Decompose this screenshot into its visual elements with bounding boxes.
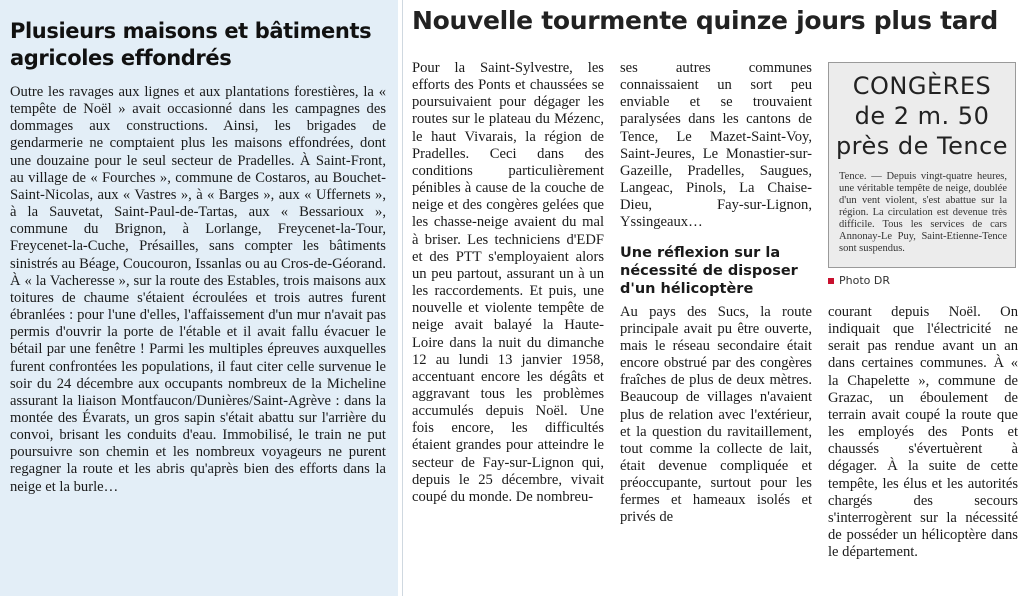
right-article-column-3 <box>828 304 1018 561</box>
clipping-photo <box>828 62 1016 268</box>
column-3-text: courant depuis Noël. On indiquait que l'électricité ne serait pas rendue avant un an dans certaines communes. À « la Chapelette », commune de Grazac, un éboulement de terrain avait coupé la route que les employés des Ponts et chaussés s'évertuèrent à dégager. À la suite de cette tempête, les élus et les autorités chargés des secours s'interrogèrent sur la nécessité de posséder un hélicoptère dans le département. <box>828 304 1018 561</box>
clipping-headline-line-1: CONGÈRES <box>852 72 992 100</box>
clipping-headline-line-2: de 2 m. 50 <box>854 102 990 130</box>
caption-bullet-icon <box>828 278 834 284</box>
left-article <box>0 0 398 596</box>
right-article-column-2 <box>620 60 812 527</box>
clipping-headline <box>829 71 1015 161</box>
photo-caption <box>828 274 890 287</box>
left-article-body: Outre les ravages aux lignes et aux plantations forestières, la « tempête de Noël » avait occasionné dans les campagnes des dommages aux constructions. Ainsi, les brigades de gendarmerie ne comptaient plus les maisons effondrées, dont une douzaine pour le seul secteur de Pradelles. À Saint-Front, au village de « Fourches », commune de Costaros, au Bouchet-Saint-Nicolas, aux « Vastres », à « Barges », aux « Uffernets », à la Sauvetat, Saint-Paul-de-Tartas, aux « Bessarioux », commune du Brignon, à Lorlange, Freycenet-la-Tour, Freycenet-la-Cuche, Présailles, sans compter les bâtiments sinistrés au Béage, Coucouron, Issanlas ou au Cros-de-Géorand. À « la Vacheresse », sur la route des Estables, trois maisons aux toitures de chaume s'étaient écroulées et trois autres furent ébranlées : pour l'une d'elles, l'affaissement d'un mur n'avait pas permis d'ouvrir la porte de l'étable et il avait fallu évacuer le bétail par une fenêtre ! Parmi les multiples épreuves auxquelles furent confrontées les populations, il faut citer celle survenue le soir du 24 décembre aux occupants nombreux de la Micheline assurant la liaison Montfaucon/Dunières/Saint-Agrève : dans la montée des Évarats, un gros sapin s'était abattu sur l'arrière du convoi, brisant les conduits d'eau. Immobilisé, le train ne put poursuivre son chemin et les nombreux voyageurs ne purent regagner la route et les abris qu'après bien des efforts dans la neige et la burle… <box>10 84 386 495</box>
clipping-text: Tence. — Depuis vingt-quatre heures, une véritable tempête de neige, doublée d'un vent violent, s'est abattue sur la région. La circulation est devenue très difficile. Tous les services de cars Annonay-Le Puy, Saint-Etienne-Tence sont suspendus. <box>839 171 1007 254</box>
right-article-title: Nouvelle tourmente quinze jours plus tard <box>412 6 998 35</box>
clipping-headline-line-3: près de Tence <box>835 132 1009 160</box>
right-article-column-1 <box>412 60 604 506</box>
subheading: Une réflexion sur la nécessité de disposer d'un hélicoptère <box>620 244 798 297</box>
left-article-title: Plusieurs maisons et bâtiments agricoles effondrés <box>10 19 372 70</box>
column-2-text-bottom: Au pays des Sucs, la route principale avait pu être ouverte, mais le réseau secondaire était encore obstrué par des congères fraîches de plus de deux mètres. Beaucoup de villages n'avaient plus de relation avec l'extérieur, et la question du ravitaillement, tout comme la collecte de lait, était devenue compliquée et préoccupante, surtout pour les fermes et hameaux isolés et privés de <box>620 303 812 526</box>
caption-text: Photo DR <box>839 274 890 287</box>
column-2-text-top: ses autres communes connaissaient un sort peu enviable et se trouvaient paralysées dans les cantons de Tence, Le Mazet-Saint-Voy, Saint-Jeures, Le Monastier-sur-Gazeille, Pradelles, Saugues, Langeac, Pinols, La Chaise-Dieu, Fay-sur-Lignon, Yssingeaux… <box>620 60 812 231</box>
column-1-text: Pour la Saint-Sylvestre, les efforts des Ponts et chaussées se poursuivaient pour dégager les routes sur le plateau du Mézenc, le haut Vivarais, la région de Pradelles. Ceci dans des conditions particulièrement pénibles à cause de la couche de neige et des congères gelées que les chasse-neige avaient du mal à briser. Les techniciens d'EDF et des PTT s'employaient alors un peu partout, assurant un à un les raccordements. Et puis, une nouvelle et violente tempête de neige avait balayé la Haute-Loire dans la nuit du dimanche 12 au lundi 13 janvier 1958, accentuant encore les dégâts et aggravant tous les problèmes accumulés depuis Noël. Une fois encore, les difficultés étaient grandes pour atteindre le secteur de Fay-sur-Lignon qui, depuis le 25 décembre, vivait coupé du monde. De nombreu- <box>412 60 604 505</box>
column-divider <box>402 0 403 596</box>
